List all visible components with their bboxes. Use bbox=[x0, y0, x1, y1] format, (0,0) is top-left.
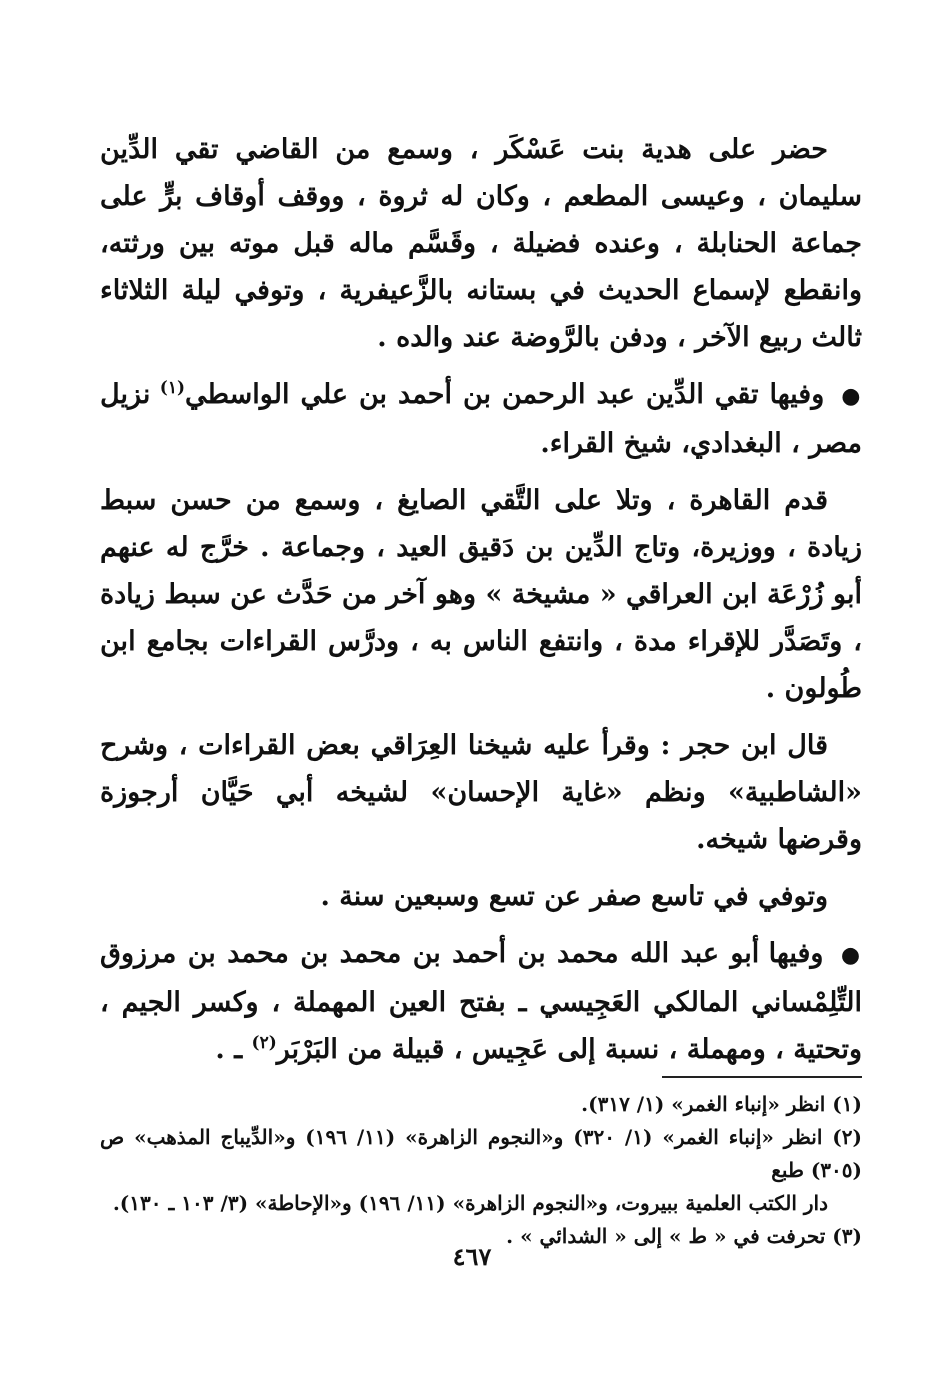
entry-marzuq-text-a: وفيها أبو عبد الله محمد بن أحمد بن محمد بن محمد بن مرزوق التِّلِمْساني المالكي العَجِيسي ـ بفتح العين المهملة ، وكسر الجيم ، وتحتية ، ومهملة ، نسبة إلى عَجِيس ، قبيلة من البَرْبَر bbox=[100, 938, 862, 1065]
entry-wasiti bbox=[100, 371, 862, 467]
paragraph-wasiti-1: قدم القاهرة ، وتلا على التَّقي الصايغ ، وسمع من حسن سبط زيادة ، ووزيرة، وتاج الدِّين بن دَقيق العيد ، وجماعة . خرَّج له عنهم أبو زُرْعَة ابن العراقي « مشيخة » وهو آخر من حَدَّث عن سبط زيادة ، وتَصَدَّر للإقراء مدة ، وانتفع الناس به ، ودرَّس القراءات بجامع ابن طُولون . bbox=[100, 485, 862, 704]
paragraph-wasiti-2: قال ابن حجر : وقرأ عليه شيخنا العِرَاقي بعض القراءات ، وشرح «الشاطبية» ونظم «غاية الإحسان» لشيخه أبي حَيَّان أرجوزة وقرضها شيخه. bbox=[100, 730, 862, 855]
paragraph-wasiti-3: وتوفي في تاسع صفر عن تسع وسبعين سنة . bbox=[320, 881, 828, 912]
entry-wasiti-text-a: وفيها تقي الدِّين عبد الرحمن بن أحمد بن علي الواسطي bbox=[185, 379, 825, 410]
entry-wasiti-text-b: نزيل مصر ، البغدادي، شيخ القراء. bbox=[100, 379, 862, 459]
page-number: ٤٦٧ bbox=[452, 1242, 492, 1271]
main-text bbox=[100, 126, 862, 1066]
footnote-2: (٢) انظر «إنباء الغمر» (١/ ٣٢٠) و«النجوم الزاهرة» (١١/ ١٩٦) و«الدِّيباج المذهب» ص (٣٠٥) طبع bbox=[100, 1125, 862, 1182]
footnote-divider bbox=[662, 1076, 862, 1078]
footnote-ref-2[interactable]: (٢) bbox=[251, 1033, 277, 1053]
entry-marzuq-text-b: ـ . bbox=[215, 1034, 252, 1065]
entry-marzuq bbox=[100, 930, 862, 1066]
page-body bbox=[100, 126, 862, 1066]
footnote-ref-1[interactable]: (١) bbox=[159, 378, 186, 398]
footnote-3: (٣) تحرفت في « ط » إلى « الشدائي » . bbox=[506, 1224, 862, 1248]
bullet-icon: ● bbox=[841, 383, 862, 409]
footnote-2-continued: دار الكتب العلمية ببيروت، و«النجوم الزاهرة» (١١/ ١٩٦) و«الإحاطة» (٣/ ١٠٣ ـ ١٣٠). bbox=[112, 1191, 828, 1215]
bullet-icon: ● bbox=[840, 942, 862, 968]
paragraph-1: حضر على هدية بنت عَسْكَر ، وسمع من القاضي تقي الدِّين سليمان ، وعيسى المطعم ، وكان له ثروة ، ووقف أوقاف برٍّ على جماعة الحنابلة ، وعنده فضيلة ، وقَسَّم ماله قبل موته بين ورثته، وانقطع لإسماع الحديث في بستانه بالزَّعيفرية ، وتوفي ليلة الثلاثاء ثالث ربيع الآخر ، ودفن بالرَّوضة عند والده . bbox=[100, 134, 862, 353]
footnotes bbox=[100, 1088, 862, 1253]
footnote-1: (١) انظر «إنباء الغمر» (١/ ٣١٧). bbox=[581, 1092, 862, 1116]
